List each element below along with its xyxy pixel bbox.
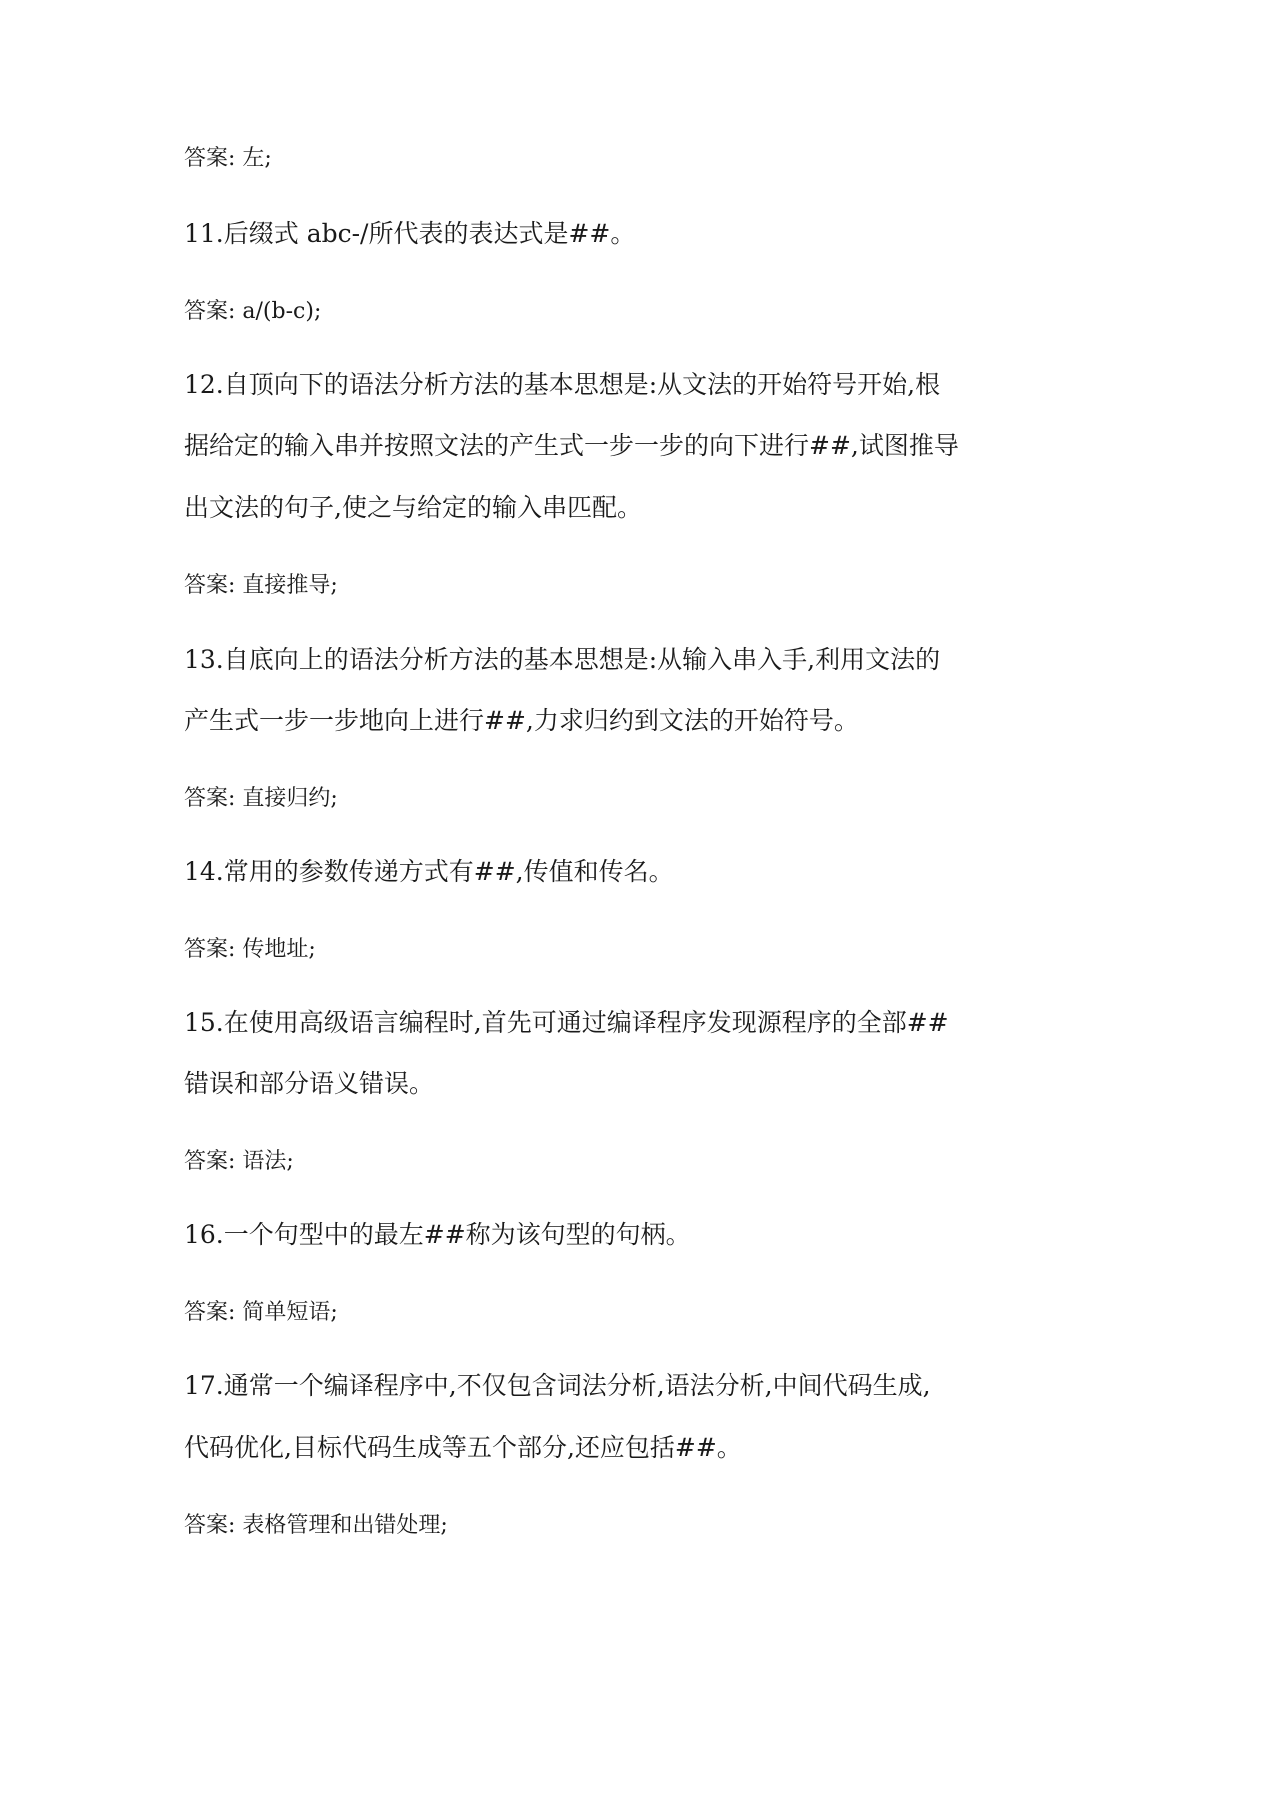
question-16-line-1: 16.一个句型中的最左##称为该句型的句柄。 [184,1220,691,1249]
answer-12: 答案: 直接推导; [184,573,338,598]
question-11-line-1: 11.后缀式 abc-/所代表的表达式是##。 [184,219,636,248]
answer-14: 答案: 传地址; [184,937,316,962]
answer-13: 答案: 直接归约; [184,786,338,811]
question-17-line-1: 17.通常一个编译程序中,不仅包含词法分析,语法分析,中间代码生成, [184,1371,931,1400]
question-13-line-1: 13.自底向上的语法分析方法的基本思想是:从输入串入手,利用文法的 [184,645,941,674]
question-17-line-2: 代码优化,目标代码生成等五个部分,还应包括##。 [184,1433,742,1462]
question-15-line-1: 15.在使用高级语言编程时,首先可通过编译程序发现源程序的全部## [184,1008,949,1037]
answer-15: 答案: 语法; [184,1149,294,1174]
question-15-line-2: 错误和部分语义错误。 [184,1069,435,1098]
question-12-line-1: 12.自顶向下的语法分析方法的基本思想是:从文法的开始符号开始,根 [184,370,941,399]
question-12-line-2: 据给定的输入串并按照文法的产生式一步一步的向下进行##,试图推导 [184,431,959,460]
answer-10: 答案: 左; [184,146,272,171]
answer-17: 答案: 表格管理和出错处理; [184,1513,448,1538]
question-14-line-1: 14.常用的参数传递方式有##,传值和传名。 [184,857,674,886]
question-12-line-3: 出文法的句子,使之与给定的输入串匹配。 [184,493,642,522]
question-13-line-2: 产生式一步一步地向上进行##,力求归约到文法的开始符号。 [184,706,859,735]
answer-16: 答案: 简单短语; [184,1300,338,1325]
answer-11: 答案: a/(b-c); [184,299,322,324]
